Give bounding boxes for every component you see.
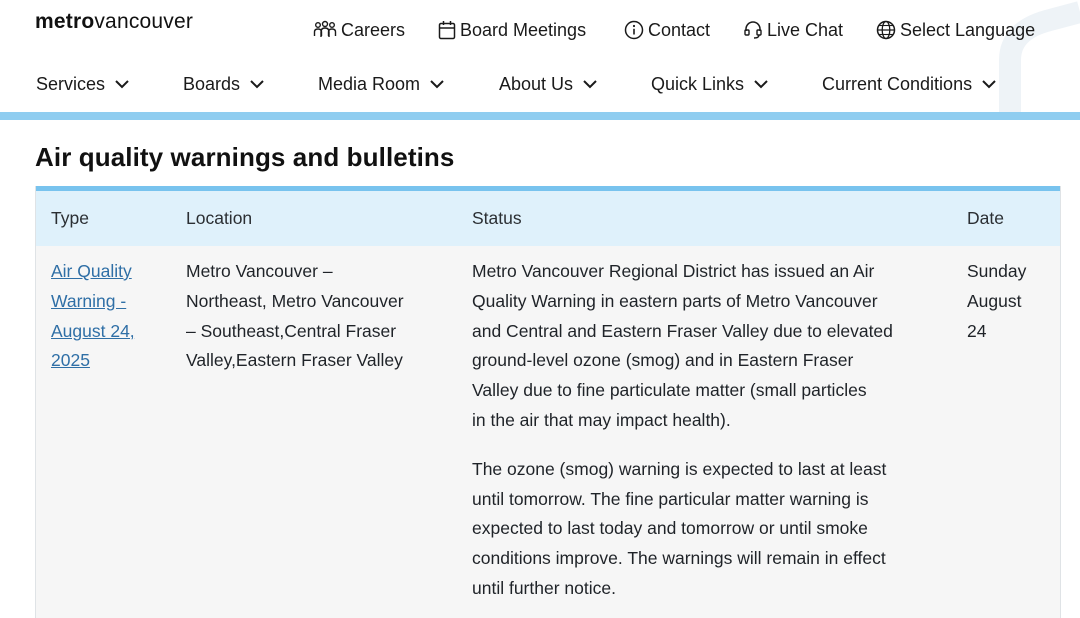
status-line: and Central and Eastern Fraser Valley due to elevated — [472, 320, 893, 341]
utility-link-careers[interactable] — [313, 18, 405, 42]
utility-label: Contact — [648, 19, 711, 40]
link-line: Warning - — [51, 290, 127, 311]
status-line: The ozone (smog) warning is expected to last at least — [472, 458, 887, 479]
utility-link-live-chat[interactable] — [743, 18, 843, 42]
nav-label: About Us — [499, 73, 574, 94]
headset-icon — [743, 20, 763, 40]
chevron-down-icon — [249, 79, 265, 89]
column-header-date: Date — [967, 208, 1004, 228]
info-icon — [624, 20, 644, 40]
cell-status — [472, 257, 957, 618]
status-paragraph — [472, 257, 957, 436]
warning-link[interactable] — [51, 261, 135, 370]
location-line: Northeast, Metro Vancouver — [186, 290, 404, 311]
date-line: 24 — [967, 320, 987, 341]
status-line: Valley due to fine particulate matter (small particles — [472, 380, 867, 401]
calendar-icon — [438, 20, 456, 40]
status-line: expected to last today and tomorrow or until smoke — [472, 518, 868, 539]
nav-label: Quick Links — [651, 73, 745, 94]
date-line: Sunday — [967, 261, 1027, 281]
nav-item-quick-links[interactable] — [651, 72, 769, 96]
status-line: until tomorrow. The fine particular matter warning is — [472, 488, 869, 509]
logo-bold: metro — [35, 10, 95, 33]
column-header-type: Type — [51, 208, 89, 228]
utility-label: Careers — [341, 19, 406, 40]
chevron-down-icon — [429, 79, 445, 89]
utility-label: Select Language — [900, 19, 1036, 40]
status-line: in the air that may impact health). — [472, 409, 731, 430]
warnings-table — [35, 186, 1061, 618]
cell-type — [51, 257, 171, 376]
chevron-down-icon — [981, 79, 997, 89]
status-line: conditions improve. The warnings will remain in effect — [472, 548, 886, 569]
link-line: 2025 — [51, 350, 90, 371]
utility-label: Board Meetings — [460, 19, 587, 40]
location-line: – Southeast,Central Fraser — [186, 320, 397, 341]
nav-label: Boards — [183, 73, 241, 94]
utility-link-contact[interactable] — [624, 18, 710, 42]
status-line: ground-level ozone (smog) and in Eastern Fraser — [472, 350, 854, 371]
cell-date — [967, 257, 1057, 346]
status-line: until further notice. — [472, 577, 616, 598]
status-paragraph — [472, 455, 957, 604]
status-line: Metro Vancouver Regional District has issued an Air — [472, 261, 875, 281]
nav-item-media-room[interactable] — [318, 72, 445, 96]
utility-label: Live Chat — [767, 19, 844, 40]
site-header — [0, 0, 1080, 112]
nav-item-services[interactable] — [36, 72, 130, 96]
people-icon — [313, 20, 337, 40]
link-line: Air Quality — [51, 261, 132, 281]
nav-label: Current Conditions — [822, 73, 973, 94]
nav-item-about-us[interactable] — [499, 72, 598, 96]
chevron-down-icon — [582, 79, 598, 89]
table-row — [36, 246, 1060, 618]
utility-link-select-language[interactable] — [876, 18, 1035, 42]
date-line: August — [967, 290, 1022, 311]
location-line: Valley,Eastern Fraser Valley — [186, 350, 403, 371]
chevron-down-icon — [753, 79, 769, 89]
chevron-down-icon — [114, 79, 130, 89]
status-line: Quality Warning in eastern parts of Metro Vancouver — [472, 290, 878, 311]
column-header-location: Location — [186, 208, 253, 228]
logo-light: vancouver — [94, 10, 194, 33]
table-header — [36, 186, 1060, 246]
nav-item-boards[interactable] — [183, 72, 265, 96]
location-line: Metro Vancouver – — [186, 261, 333, 281]
page-title: Air quality warnings and bulletins — [35, 142, 455, 172]
header-divider — [0, 112, 1080, 120]
globe-icon — [876, 20, 896, 40]
utility-link-board-meetings[interactable] — [438, 18, 586, 42]
nav-label: Services — [36, 73, 106, 94]
cell-location — [186, 257, 462, 376]
nav-label: Media Room — [318, 73, 421, 94]
nav-item-current-conditions[interactable] — [822, 72, 997, 96]
column-header-status: Status — [472, 208, 522, 228]
link-line: August 24, — [51, 320, 135, 341]
site-logo[interactable] — [35, 10, 193, 34]
